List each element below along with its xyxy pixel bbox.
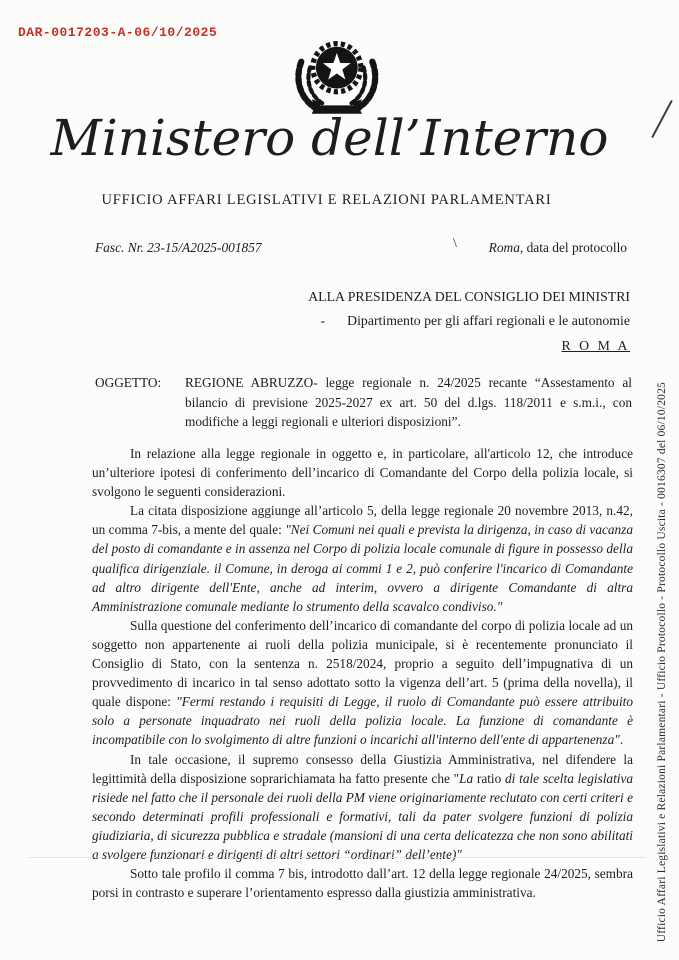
recipient-dash: - [320,313,326,328]
subject-label: OGGETTO: [95,375,162,390]
text-segment: . [619,732,624,748]
place-date-line [489,240,627,256]
office-subtitle: UFFICIO AFFARI LEGISLATIVI E RELAZIONI PARLAMENTARI [101,192,552,208]
text-segment: La citata disposizione aggiunge all’articolo 5, della legge regionale 20 novembre 2013, n.42, un comma 7-bis, a mente del quale: [92,503,633,538]
text-segment: La [459,770,477,786]
recipient-block [308,289,630,354]
recipient-city: R O M A [561,338,630,353]
date-label: , data del protocollo [519,240,627,255]
text-segment: di tale scelta legislativa risiede nel fatto che il personale dei ruoli della PM viene originariamente reclutato con certi criteri e secondo determinati profili professionali e formativi, tali da pater svolgere funzioni di polizia giudiziaria, di sicurezza pubblica e stradale (mansioni di una certa delicatezza che non sono abilitati a svolgere funzionari e dirigenti di altri settori “ordinari” dell’ente)" [92,770,634,862]
recipient-line1: ALLA PRESIDENZA DEL CONSIGLIO DEI MINISTRI [308,289,630,304]
recipient-department: Dipartimento per gli affari regionali e le autonomie [347,313,630,328]
file-reference: Fasc. Nr. 23-15/A2025-001857 [95,240,262,255]
text-segment: In tale occasione, il supremo consesso della Giustizia Amministrativa, nel difendere la legittimità della disposizione soprarichiamata ha fatto presente che " [92,751,633,786]
body-paragraph [92,501,633,616]
ministry-title: Ministero dell’Interno [50,109,609,167]
text-segment: "Fermi restando i requisiti di Legge, il ruolo di Comandante può essere attribuito solo a personate inquadrato nei ruoli della polizia locale. La funzione di comandante è incompatibile con lo svolgimento di altre funzioni o incarichi all'interno dell'ente di appartenenza" [92,694,633,748]
place-label: Roma [488,240,520,255]
protocol-stamp: DAR-0017203-A-06/10/2025 [18,25,218,40]
text-segment: ratio [476,770,506,786]
body-paragraph [92,444,633,501]
text-segment: In relazione alla legge regionale in oggetto e, in particolare, all'articolo 12, che introduce un’ulteriore ipotesi di conferimento dell’incarico di Comandante del Corpo della polizia locale, si svolgono le seguenti considerazioni. [92,446,633,500]
body-paragraph [92,864,633,902]
subject-block [95,373,632,432]
recipient-line2 [308,313,630,329]
scan-mark: \ [453,236,457,251]
text-segment: "Nei Comuni nei quali e prevista la dirigenza, in caso di vacanza del posto di comandante e in assenza nel Corpo di polizia locale comunale di figure in possesso della qualifica dirigenziale. il Comune, in deroga ai commi 1 e 2, può conferire l'incarico di Comandante ad altro dirigente dell'Ente, anche ad interim, ovvero a dirigente Comandante di altra Amministrazione comunale mediante lo strumento della scavalco condiviso." [92,522,633,614]
text-segment: Sotto tale profilo il comma 7 bis, introdotto dall’art. 12 della legge regionale 24/2025, sembra porsi in contrasto e superare l’orientamento espresso dalla giustizia amministrativa. [92,866,633,901]
body-paragraph [92,616,633,750]
body-paragraphs [92,444,633,902]
subject-text: REGIONE ABRUZZO- legge regionale n. 24/2025 recante “Assestamento al bilancio di previsione 2025-2027 ex art. 50 del d.lgs. 118/2011 e s.m.i., con modifiche a leggi regionali e ulteriori disposizioni”. [185,375,632,430]
scan-artifact-line [28,857,645,858]
body-paragraph [92,750,633,865]
protocol-vertical-text: Ufficio Affari Legislativi e Relazioni Parlamentari - Ufficio Protocollo - Protocollo Uscita - 0016307 del 06/10/2025 [656,381,668,942]
protocol-sidebar [654,110,676,942]
text-segment: Sulla questione del conferimento dell’incarico di comandante del corpo di polizia locale ad un soggetto non appartenente ai ruoli della polizia municipale, si è recentemente pronunciato il Consiglio di Stato, con la sentenza n. 2518/2024, proprio a seguito dell’impugnativa di un provvedimento di incarico in tal senso adottato sotto la vigenza dell’art. 5 (prima della novella), il quale dispone: [92,617,633,710]
